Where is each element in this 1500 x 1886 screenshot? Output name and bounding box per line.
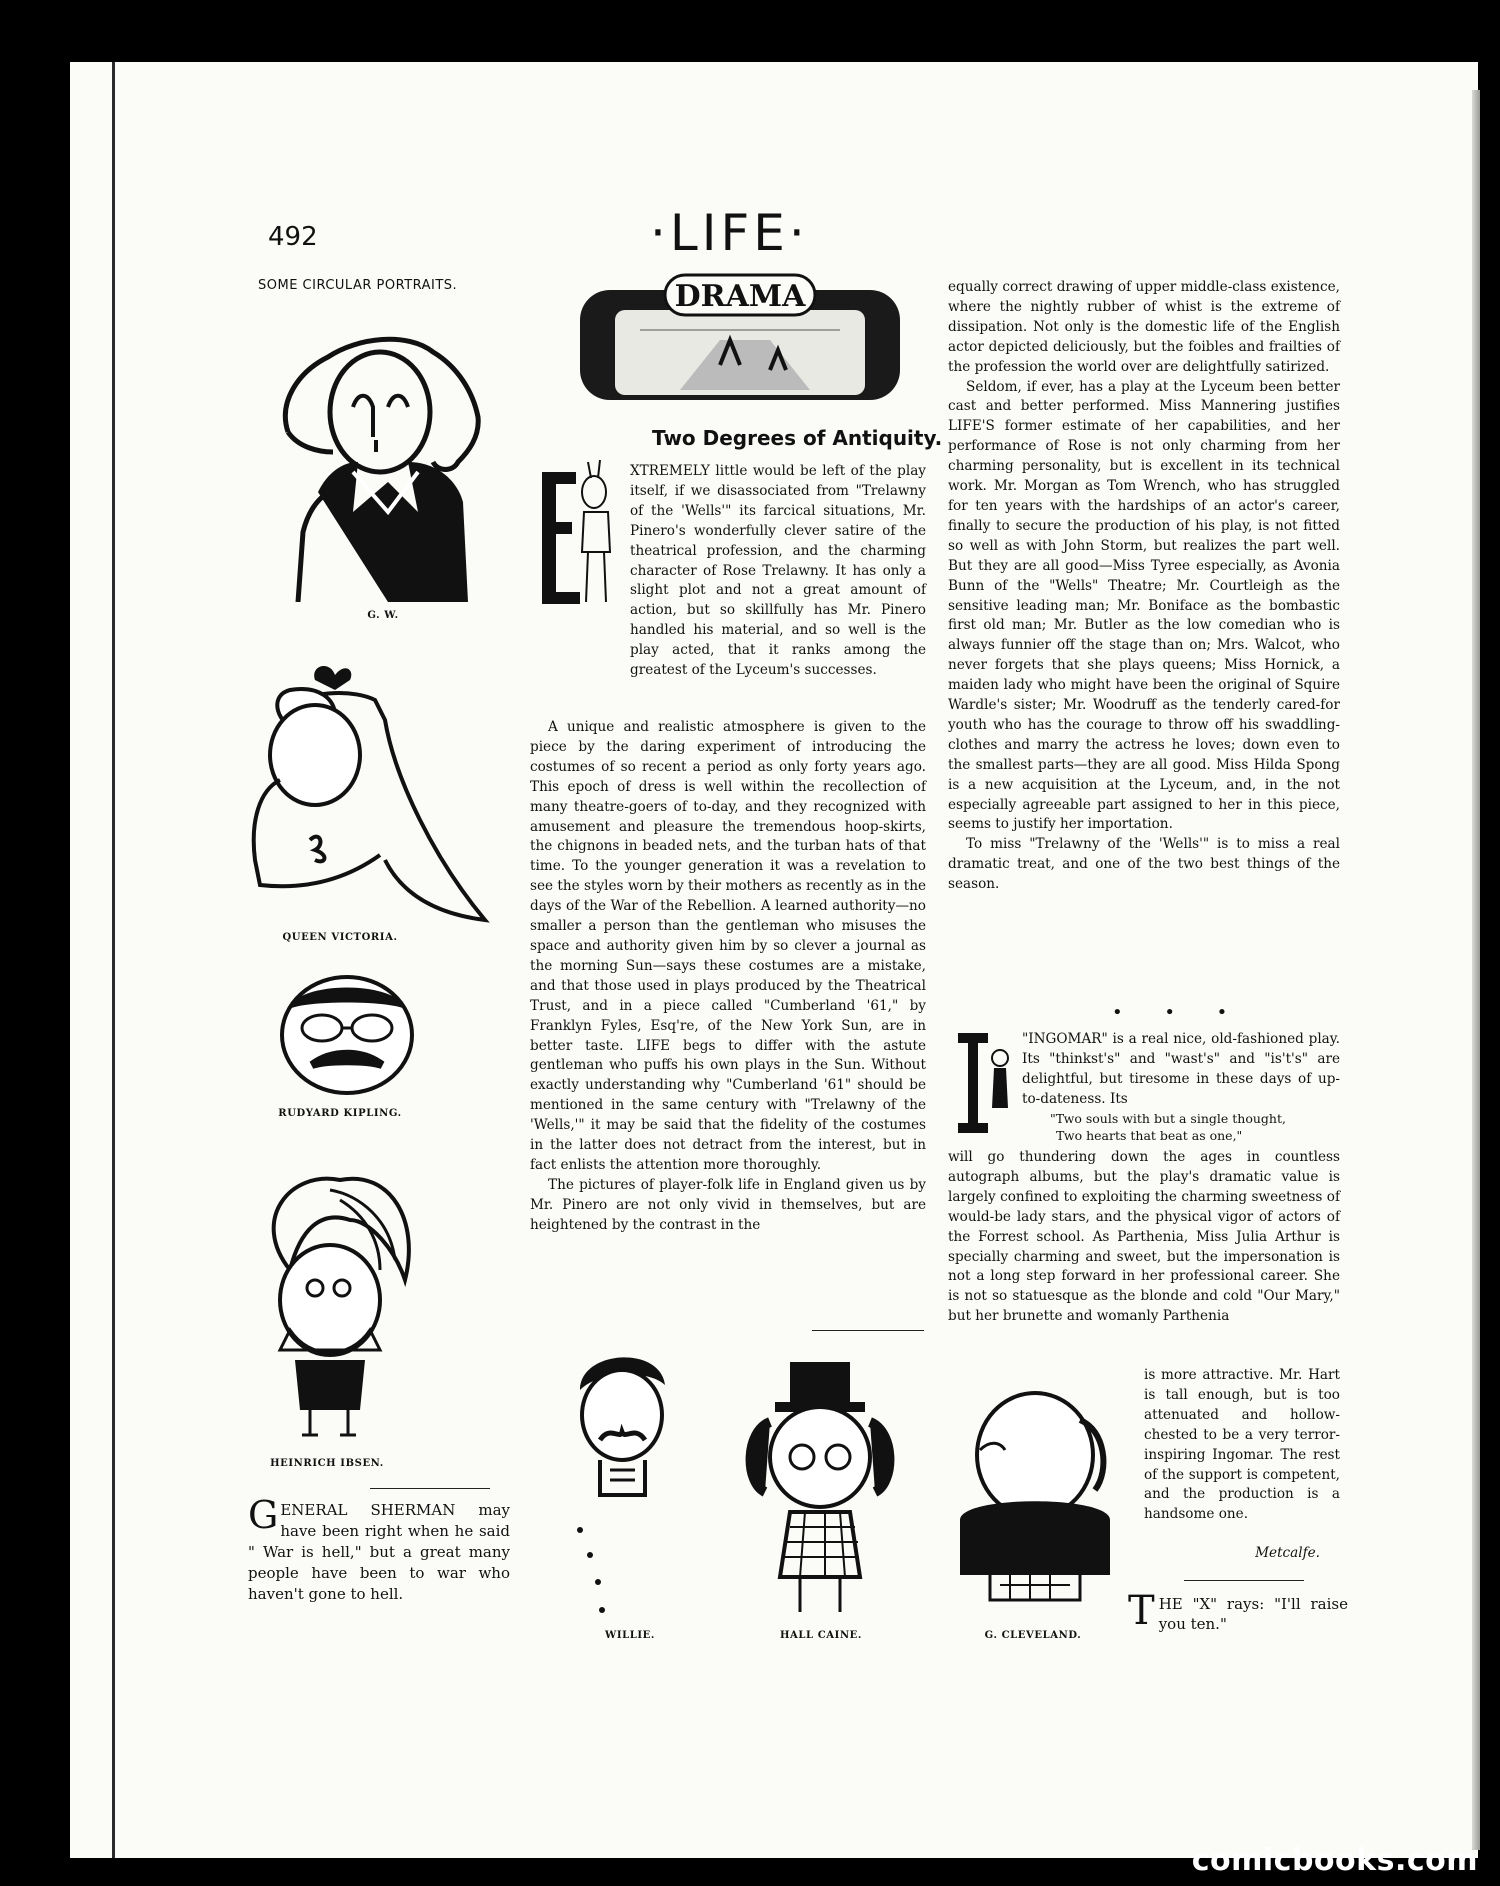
drama-p1-top (630, 462, 926, 681)
caption-willie: WILLIE. (605, 1630, 655, 1641)
portrait-kipling (272, 970, 422, 1100)
ingomar-paragraph-3: is more attractive. Mr. Hart is tall enough, but is too attenuated and hollow-chested to be a very terror-inspiring Ingomar. The rest of the support is competent, and the production is a handsome one. (1144, 1367, 1340, 1523)
divider-rule (370, 1488, 490, 1489)
paragraph-5: Seldom, if ever, has a play at the Lyceum been better cast and better performed. Miss Mannering justifies LIFE'S former estimate of her capabilities, and her performance of Rose is not only charming from her charming personality, but is excellent in its technical work. Mr. Morgan as Tom Wrench, who has struggled for ten years with the hardships of an actor's career, finally to secure the production of his play, is not fitted so well as with John Storm, but realizes the part well. But they are all good—Miss Tyree especially, as Avonia Bunn of the "Wells" Theatre; Mr. Courtleigh as the sensitive leading man; Mr. Boniface as the bombastic first old man; Mr. Butler as the low comedian who is always funnier off the stage than on; Mrs. Walcot, who never forgets that she plays queens; Miss Hornick, a maiden lady who might have been the original of Squire Wardle's sister; Mr. Woodruff as the tenderly cared-for youth who has the courage to throw off his swaddling-clothes and marry the actress he loves; down even to the smallest parts—they are all good. Miss Hilda Spong is a new acquisition at the Lyceum, and, in the not especially agreeable part assigned to her in this piece, seems to justify her importation. (948, 378, 1340, 833)
caption-hall-caine: HALL CAINE. (780, 1630, 862, 1641)
page-right-edge (1472, 90, 1480, 1850)
watermark: comicbooks.com (1191, 1843, 1478, 1878)
dropcap-e-illustration (536, 452, 620, 612)
xrays-text: HE "X" rays: "I'll raise you ten." (1158, 1595, 1348, 1633)
portrait-queen-victoria (235, 660, 495, 930)
article-title: Two Degrees of Antiquity. (652, 426, 943, 450)
caption-kipling: RUDYARD KIPLING. (278, 1108, 402, 1119)
sherman-initial: G (248, 1493, 279, 1537)
drama-right-body (948, 278, 1340, 895)
caption-queen-victoria: QUEEN VICTORIA. (282, 932, 398, 943)
caption-g-cleveland: G. CLEVELAND. (984, 1630, 1082, 1641)
caricature-hall-caine (730, 1362, 910, 1622)
xrays-paragraph (1128, 1588, 1348, 1634)
center-rule (812, 1330, 924, 1331)
right-rule (1184, 1580, 1304, 1581)
ingomar-body (948, 1148, 1340, 1327)
ingomar-intro (1022, 1030, 1340, 1110)
paragraph-4: equally correct drawing of upper middle-class existence, where the nightly rubber of whist is the extreme of dissipation. Not only is the domestic life of the English actor depicted deliciously, but the foibles and frailties of the profession the world over are delightfully satirized. (948, 279, 1340, 375)
portraits-heading: SOME CIRCULAR PORTRAITS. (258, 278, 458, 293)
caricature-willie (540, 1340, 700, 1630)
caption-ibsen: HEINRICH IBSEN. (270, 1458, 384, 1469)
ingomar-paragraph-1: "INGOMAR" is a real nice, old-fashioned play. Its "thinkst's" and "wast's" and "is't's" are delightful, but tiresome in these days of up-to-dateness. Its (1022, 1031, 1340, 1107)
ingomar-quote (1050, 1110, 1330, 1144)
portrait-ibsen (230, 1160, 430, 1440)
signature: Metcalfe. (1255, 1545, 1320, 1561)
xrays-initial: T (1128, 1588, 1155, 1634)
paragraph-6: To miss "Trelawny of the 'Wells'" is to miss a real dramatic treat, and one of the two best things of the season. (948, 836, 1340, 893)
ingomar-paragraph-2: will go thundering down the ages in countless autograph albums, but the play's dramatic value is largely confined to exploiting the charming sweetness of would-be lady stars, and the physical vigor of actors of the Forrest school. As Parthenia, Miss Julia Arthur is specially charming and sweet, but the impersonation is not a long step forward in her professional career. She is not so statuesque as the blonde and cold "Our Mary," but her brunette and womanly Parthenia (948, 1149, 1340, 1325)
caption-gw: G. W. (367, 610, 399, 621)
page-binding-edge (112, 62, 115, 1858)
masthead: ·LIFE· (650, 204, 809, 262)
caricature-g-cleveland (930, 1380, 1150, 1620)
page-number: 492 (268, 222, 318, 252)
dropcap-i-illustration (948, 1028, 1018, 1138)
sherman-text: ENERAL SHERMAN may have been right when he said " War is hell," but a great many people have been to war who haven't gone to hell. (248, 1501, 510, 1603)
quote-line-2: Two hearts that beat as one," (1056, 1128, 1243, 1143)
ingomar-end (1144, 1366, 1340, 1525)
paragraph-1: XTREMELY little would be left of the play itself, if we disassociated from "Trelawny of the 'Wells'" its farcical situations, Mr. Pinero's wonderfully clever satire of the theatrical profession, and the charming character of Rose Trelawny. It has only a slight plot and not a great amount of action, but so skillfully has Mr. Pinero handled his material, and so well is the play acted, that it ranks among the greatest of the Lyceum's successes. (630, 463, 926, 679)
paragraph-2: A unique and realistic atmosphere is given to the piece by the daring experiment of introducing the costumes of so recent a period as only forty years ago. This epoch of dress is well within the recollection of many theatre-goers of to-day, and they recognized with amusement and pleasure the tremendous hoop-skirts, the chignons in beaded nets, and the turban hats of that time. To the younger generation it was a revelation to see the styles worn by their mothers as recently as in the days of the War of the Rebellion. A learned authority—no smaller a person than the gentleman who misuses the space and authority given him by so clever a journal as the morning Sun—says these costumes are a mistake, and that those used in plays produced by the Theatrical Trust, and in a piece called "Cumberland '61," by Franklyn Fyles, Esq're, of the New York Sun, are in better taste. LIFE begs to differ with the astute gentleman who puffs his own plays in the Sun. Without exactly understanding why "Cumberland '61" should be mentioned in the same century with "Trelawny of the 'Wells,'" it may be said that the fidelity of the costumes in the latter does not detract from the interest, but in fact enlists the attention more thoroughly. (530, 719, 926, 1173)
section-dots: • • • (1112, 1002, 1246, 1023)
drama-banner-text: DRAMA (674, 279, 806, 314)
drama-banner (570, 270, 910, 410)
sherman-paragraph (248, 1493, 510, 1605)
drama-center-body (530, 718, 926, 1236)
paragraph-3: The pictures of player-folk life in England given us by Mr. Pinero are not only vivid in themselves, but are heightened by the contrast in the (530, 1176, 926, 1233)
portrait-gw (258, 312, 508, 602)
quote-line-1: "Two souls with but a single thought, (1050, 1111, 1286, 1126)
